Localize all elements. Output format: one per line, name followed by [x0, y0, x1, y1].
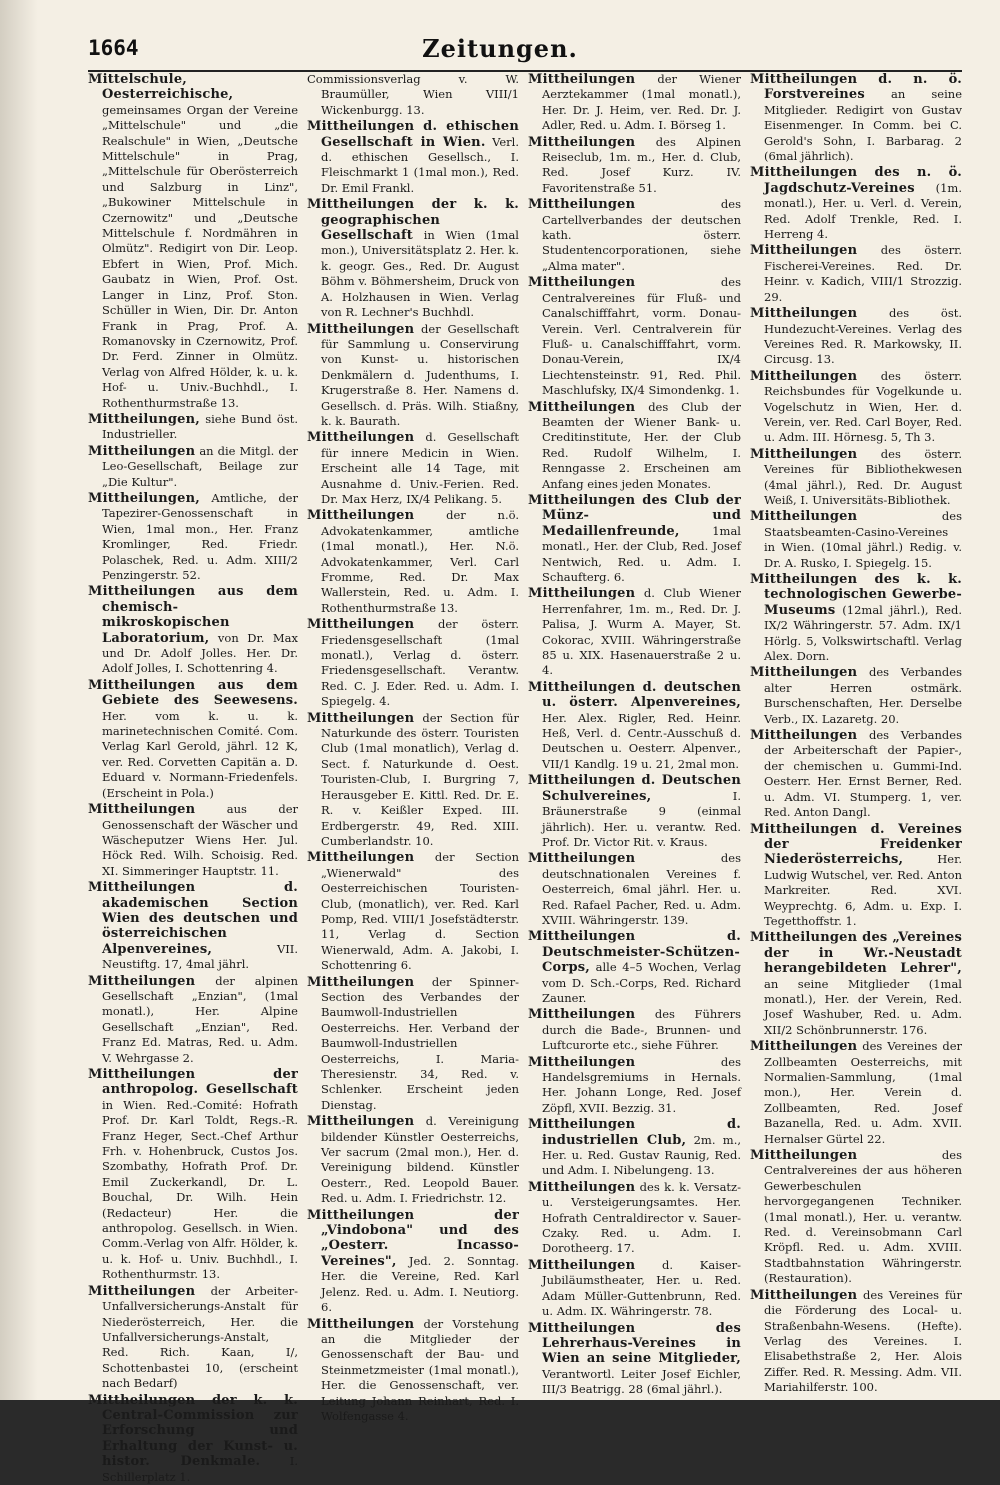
page-number: 1664	[88, 36, 139, 60]
entry-text: des Cartellverbandes der deutschen kath. österr. Studentencorporationen, siehe „Alma mater".	[542, 197, 741, 273]
entry-heading: Mittheilungen	[528, 1257, 636, 1273]
entry-heading: Mittheilungen d. deutschen u. österr. Alpenvereines,	[528, 679, 741, 711]
entry-heading: Mittheilungen d. Vereines der Freidenker Niederösterreichs,	[750, 821, 962, 868]
column-1	[88, 72, 299, 1484]
directory-entry	[528, 680, 741, 772]
directory-entry	[750, 165, 962, 242]
directory-entry	[88, 491, 298, 583]
directory-entry	[528, 1117, 741, 1179]
column-3	[528, 72, 742, 1397]
directory-entry	[307, 1208, 519, 1316]
entry-text: des Centralvereines der aus höheren Gewerbeschulen hervorgegangenen Techniker. (1mal monatl.), Her. u. verantw. Red. d. Vereinsobmann Carl Kröpfl. Red. u. Adm. XVIII. Stadtbahnstation Währingerstr. (Restauration).	[764, 1148, 962, 1286]
entry-heading: Mittheilungen d. Deutschen Schulvereines,	[528, 773, 741, 804]
entry-text: Her. vom k. u. k. marinetechnischen Comité. Com. Verlag Karl Gerold, jährl. 12 K, ver. Red. Corvetten Capitän a. D. Eduard v. Normann-Friedenfels. (Erscheint in Pola.)	[102, 708, 298, 800]
entry-text: an die Mitgl. der Leo-Gesellschaft, Beilage zur „Die Kultur".	[102, 443, 298, 489]
entry-text: des Handelsgremiums in Hernals. Her. Johann Longe, Red. Josef Zöpfl, XVII. Bezzig. 31.	[542, 1054, 741, 1115]
entry-heading: Mittheilungen	[307, 710, 415, 726]
entry-heading: Mittheilungen d. n. ö. Forstvereines	[750, 72, 962, 103]
directory-entry	[528, 1055, 741, 1117]
directory-entry	[750, 72, 962, 164]
entry-heading: Mittheilungen der „Vindobona" und des „Oesterr. Incasso-Vereines",	[307, 1207, 519, 1269]
entry-text: der alpinen Gesellschaft „Enzian", (1mal monatl.), Her. Alpine Gesellschaft „Enzian", Red. Franz Ed. Matras, Red. u. Adm. V. Wehrgasse 2.	[102, 973, 298, 1065]
directory-entry	[528, 586, 741, 678]
entry-heading: Mittheilungen	[750, 446, 858, 462]
entry-heading: Mittheilungen	[307, 617, 415, 633]
entry-text: Verantwortl. Leiter Josef Eichler, III/3 Beatrigg. 28 (6mal jährl.).	[542, 1366, 741, 1397]
entry-text: I. Bräunerstraße 9 (einmal jährlich). Her. u. verantw. Red. Prof. Dr. Victor Rit. v. Kraus.	[542, 788, 741, 849]
entry-heading: Mittheilungen	[528, 1054, 636, 1070]
directory-entry	[307, 975, 519, 1114]
directory-entry	[307, 119, 519, 196]
directory-entry	[88, 802, 298, 879]
entry-heading: Mittheilungen	[528, 197, 636, 213]
directory-entry	[88, 1393, 298, 1485]
entry-text: gemeinsames Organ der Vereine „Mittelschule" und „die Realschule" in Wien, „Deutsche Mittelschule" in Prag, „Mittelschule für Oberösterreich und Salzburg in Linz", „Bukowiner Mittelschule in Czernowitz" und „Deutsche Mittelschule f. Nordmähren in Olmütz". Redigirt von Dir. Leop. Ebfert in Wien, Prof. Mich. Gaubatz in Wien, Prof. Ost. Langer in Linz, Prof. Ston. Schüller in Wien, Dir. Dr. Anton Frank in Prag, Prof. A. Romanovsky in Czernowitz, Prof. Dr. Ferd. Zinner in Olmütz. Verlag von Alfred Hölder, k. u. k. Hof- u. Univ.-Buchhdl., I. Rothenthurmstraße 13.	[102, 102, 298, 410]
entry-text: des Centralvereines für Fluß- und Canalschifffahrt, vorm. Donau-Verein. Verl. Centralverein für Fluß- u. Canalschifffahrt, vorm. Donau-Verein, IX/4 Liechtensteinstr. 91, Red. Phil. Maschlufsky, IX/4 Simondenkg. 1.	[542, 275, 741, 398]
entry-text: (1m. monatl.), Her. u. Verl. d. Verein, Red. Adolf Trenkle, Red. I. Herreng 4.	[764, 180, 962, 242]
entry-text: Amtliche, der Tapezirer-Genossenschaft in Wien, 1mal mon., Her. Franz Kromlinger, Red. Friedr. Polaschek, Red. u. Adm. XIII/2 Penzingerstr. 52.	[102, 490, 298, 582]
directory-entry	[307, 1114, 519, 1206]
directory-entry	[750, 1039, 962, 1147]
directory-entry	[528, 929, 741, 1006]
directory-entry	[528, 135, 741, 197]
column-4	[750, 72, 963, 1395]
entry-heading: Mittelschule, Oesterreichische,	[88, 72, 234, 103]
entry-text: des Verbandes alter Herren ostmärk. Burschenschaften, Her. Derselbe Verb., IX. Lazaretg. 20.	[764, 665, 962, 726]
directory-entry	[307, 711, 519, 850]
entry-text: des k. k. Versatz- u. Versteigerungsamtes. Her. Hofrath Centraldirector v. Sauer-Czaky. Red. u. Adm. I. Dorotheerg. 17.	[542, 1179, 741, 1256]
directory-entry	[88, 678, 298, 801]
entry-heading: Mittheilungen	[528, 399, 636, 415]
directory-entry	[528, 400, 741, 492]
entry-heading: Mittheilungen des k. k. technologischen Gewerbe-Museums	[750, 572, 962, 618]
entry-text: des österr. Reichsbundes für Vogelkunde u. Vogelschutz in Wien, Her. d. Verein, ver. Red. Carl Boyer, Red. u. Adm. III. Hörnesg. 5, Th 3.	[764, 368, 962, 445]
entry-heading: Mittheilungen	[88, 443, 196, 459]
entry-heading: Mittheilungen	[307, 321, 415, 337]
entry-heading: Mittheilungen	[528, 134, 636, 150]
entry-text: Commissionsverlag v. W. Braumüller, Wien VIII/1 Wickenburgg. 13.	[307, 72, 519, 117]
entry-heading: Mittheilungen	[750, 243, 858, 259]
entry-text: an seine Mitglieder (1mal monatl.), Her. der Verein, Red. Josef Washuber, Red. u. Adm. XII/2 Schönbrunnerstr. 176.	[764, 976, 962, 1037]
directory-entry	[307, 508, 519, 616]
entry-text: alle 4–5 Wochen, Verlag vom D. Sch.-Corps, Red. Richard Zauner.	[542, 960, 742, 1005]
entry-text: aus der Genossenschaft der Wäscher und Wäscheputzer Wiens Her. Jul. Höck Red. Wilh. Schoisig. Red. XI. Simmeringer Hauptstr. 11.	[102, 802, 298, 878]
page-edge-shadow	[0, 0, 38, 1400]
entry-heading: Mittheilungen	[307, 974, 415, 990]
entry-heading: Mittheilungen	[307, 430, 415, 446]
directory-entry	[307, 850, 519, 973]
directory-entry	[88, 412, 298, 443]
entry-heading: Mittheilungen	[528, 851, 636, 867]
entry-heading: Mittheilungen	[750, 509, 858, 525]
entry-text: I. Schillerplatz 1.	[102, 1454, 298, 1484]
page-title: Zeitungen.	[422, 34, 578, 63]
entry-text: 2m. m., Her. u. Red. Gustav Raunig, Red. und Adm. I. Nibelungeng. 13.	[542, 1132, 742, 1178]
entry-text: d. Kaiser-Jubiläumstheater, Her. u. Red. Adam Müller-Guttenbrunn, Red. u. Adm. IX. Währingerstr. 78.	[542, 1257, 741, 1319]
entry-text: Jed. 2. Sonntag. Her. die Vereine, Red. Karl Jelenz. Red. u. Adm. I. Neutiorg. 6.	[321, 1253, 520, 1315]
entry-text: des Verbandes der Arbeiterschaft der Papier-, der chemischen u. Gummi-Ind. Oesterr. Her. Ernst Berner, Red. u. Adm. VI. Stumperg. 1, ver. Red. Anton Dangl.	[764, 728, 962, 820]
entry-text: der Wiener Aerztekammer (1mal monatl.), Her. Dr. J. Heim, ver. Red. Dr. J. Adler, Red. u. Adm. I. Börseg 1.	[542, 72, 741, 133]
directory-entry	[307, 322, 519, 430]
entry-heading: Mittheilungen	[528, 275, 636, 291]
directory-entry	[750, 1148, 962, 1287]
entry-heading: Mittheilungen	[307, 508, 415, 524]
entry-heading: Mittheilungen d. akademischen Section Wien des deutschen und österreichischen Alpenvereines,	[88, 880, 298, 957]
entry-heading: Mittheilungen	[307, 1114, 415, 1130]
entry-heading: Mittheilungen	[750, 665, 858, 681]
entry-heading: Mittheilungen d. ethischen Gesellschaft in Wien.	[307, 119, 519, 150]
directory-entry	[307, 1317, 519, 1425]
entry-text: der Arbeiter-Unfallversicherungs-Anstalt für Niederösterreich, Her. die Unfallversicherungs-Anstalt, Red. Rich. Kaan, I/, Schottenbastei 10, (erscheint nach Bedarf)	[102, 1283, 299, 1391]
entry-heading: Mittheilungen	[750, 1039, 858, 1055]
entry-text: VII. Neustiftg. 17, 4mal jährl.	[102, 941, 298, 972]
entry-heading: Mittheilungen	[750, 728, 858, 744]
directory-entry	[307, 197, 519, 320]
entry-text: des Staatsbeamten-Casino-Vereines in Wien. (10mal jährl.) Redig. v. Dr. A. Rusko, I. Spiegelg. 15.	[764, 509, 962, 570]
entry-heading: Mittheilungen	[528, 72, 636, 87]
directory-entry	[307, 430, 519, 507]
entry-text: des öst. Hundezucht-Vereines. Verlag des Vereines Red. R. Markowsky, II. Circusg. 13.	[764, 306, 962, 367]
entry-heading: Mittheilungen d. Deutschmeister-Schützen-Corps,	[528, 929, 741, 976]
entry-heading: Mittheilungen der k. k. Central-Commission zur Erforschung und Erhaltung der Kunst- u. histor. Denkmale.	[88, 1392, 298, 1470]
directory-entry	[88, 72, 298, 411]
directory-entry	[88, 974, 298, 1066]
column-2	[307, 72, 520, 1423]
entry-heading: Mittheilungen	[307, 850, 415, 866]
entry-heading: Mittheilungen des Lehrerhaus-Vereines in Wien an seine Mitglieder,	[528, 1320, 741, 1367]
entry-heading: Mittheilungen	[750, 1148, 858, 1164]
entry-text: der Vorstehung an die Mitglieder der Genossenschaft der Bau- und Steinmetzmeister (1mal monatl.), Her. die Genossenschaft, ver. Leitung Johann Reinhart, Red. I. Wolfengasse 4.	[321, 1316, 520, 1423]
directory-entry	[750, 822, 962, 930]
entry-heading: Mittheilungen der k. k. geographischen Gesellschaft	[307, 197, 519, 244]
entry-heading: Mittheilungen des „Vereines der in Wr.-Neustadt herangebildeten Lehrer",	[750, 930, 962, 977]
entry-heading: Mittheilungen	[528, 1007, 636, 1023]
directory-entry	[750, 1288, 962, 1396]
directory-entry	[528, 197, 741, 274]
entry-text: des Vereines für die Förderung des Local- u. Straßenbahn-Wesens. (Hefte). Verlag des Vereines. I. Elisabethstraße 2, Her. Alois Ziffer. Red. R. Messing. Adm. VII. Mariahilferstr. 100.	[764, 1287, 962, 1395]
entry-text: des Vereines der Zollbeamten Oesterreichs, mit Normalien-Sammlung, (1mal mon.), Her. Verein d. Zollbeamten, Red. Josef Bazanella, Red. u. Adm. XVII. Hernalser Gürtel 22.	[764, 1039, 962, 1146]
directory-entry	[307, 72, 519, 118]
entry-text: Her. Alex. Rigler, Red. Heinr. Heß, Verl. d. Centr.-Ausschuß d. Deutschen u. Oesterr. Alpenver., VII/1 Kandlg. 19 u. 21, 2mal mon.	[542, 710, 741, 771]
entry-text: Verl. d. ethischen Gesellsch., I. Fleischmarkt 1 (1mal mon.), Red. Dr. Emil Frankl.	[321, 134, 520, 195]
entry-heading: Mittheilungen	[88, 1283, 196, 1299]
directory-entry	[88, 584, 298, 676]
directory-entry	[750, 243, 962, 305]
entry-heading: Mittheilungen d. industriellen Club,	[528, 1117, 741, 1148]
entry-text: d. Gesellschaft für innere Medicin in Wien. Erscheint alle 14 Tage, mit Ausnahme d. Univ.-Ferien. Red. Dr. Max Herz, IX/4 Pelikang. 5.	[321, 430, 519, 506]
entry-text: des Alpinen Reiseclub, 1m. m., Her. d. Club, Red. Josef Kurz. IV. Favoritenstraße 51.	[542, 134, 741, 195]
directory-entry	[528, 275, 741, 398]
entry-text: d. Vereinigung bildender Künstler Oesterreichs, Ver sacrum (2mal mon.), Her. d. Vereinigung bildend. Künstler Oesterr., Red. Leopold Bauer. Red. u. Adm. I. Friedrichstr. 12.	[321, 1114, 519, 1206]
entry-heading: Mittheilungen des Club der Münz- und Medaillenfreunde,	[528, 492, 741, 539]
directory-entry	[750, 306, 962, 368]
entry-heading: Mittheilungen	[750, 368, 858, 384]
entry-heading: Mittheilungen	[88, 802, 196, 818]
entry-text: in Wien. Red.-Comité: Hofrath Prof. Dr. Karl Toldt, Regs.-R. Franz Heger, Sect.-Chef Arthur Frh. v. Hohenbruck, Custos Jos. Szombathy, Hofrath Prof. Dr. Emil Zuckerkandl, Dr. L. Bouchal, Dr. Wilh. Hein (Redacteur) Her. die anthropolog. Gesellsch. in Wien. Comm.-Verlag von Alfr. Hölder, k. u. k. Hof- u. Univ. Buchhdl., I. Rothenthurmstr. 13.	[102, 1097, 298, 1282]
entry-text: von Dr. Max und Dr. Adolf Jolles. Her. Dr. Adolf Jolles, I. Schottenring 4.	[102, 630, 298, 676]
entry-heading: Mittheilungen	[88, 973, 196, 989]
directory-entry	[88, 880, 298, 972]
entry-text: des Club der Beamten der Wiener Bank- u. Creditinstitute, Her. der Club Red. Rudolf Wilhelm, I. Renngasse 2. Erscheinen am Anfang eines jeden Monates.	[542, 399, 741, 491]
entry-text: der Section „Wienerwald" des Oesterreichischen Touristen-Club, (monatlich), ver. Red. Karl Pomp, Red. VIII/1 Josefstädterstr. 11, Verlag d. Section Wienerwald, Adm. A. Jakobi, I. Schottenring 6.	[321, 850, 519, 973]
entry-text: des deutschnationalen Vereines f. Oesterreich, 6mal jährl. Her. u. Red. Rafael Pacher, Red. u. Adm. XVIII. Währingerstr. 139.	[542, 851, 741, 927]
entry-heading: Mittheilungen	[750, 306, 858, 322]
directory-entry	[528, 493, 741, 585]
directory-entry	[528, 1007, 741, 1053]
entry-text: siehe Bund öst. Industrieller.	[102, 411, 299, 442]
entry-heading: Mittheilungen	[528, 1179, 636, 1195]
entry-heading: Mittheilungen der anthropolog. Gesellschaft	[88, 1067, 298, 1098]
entry-heading: Mittheilungen aus dem chemisch-mikroskopischen Laboratorium,	[88, 584, 298, 646]
directory-entry	[750, 369, 962, 446]
entry-text: des österr. Vereines für Bibliothekwesen (4mal jährl.), Red. Dr. August Weiß, I. Universitäts-Bibliothek.	[764, 446, 962, 507]
directory-entry	[750, 447, 962, 509]
directory-entry	[528, 851, 741, 928]
directory-entry	[528, 72, 741, 134]
directory-entry	[528, 1258, 741, 1320]
directory-entry	[528, 1321, 741, 1398]
directory-entry	[750, 572, 962, 664]
entry-heading: Mittheilungen des n. ö. Jagdschutz-Vereines	[750, 165, 962, 196]
directory-entry	[528, 773, 741, 850]
entry-text: d. Club Wiener Herrenfahrer, 1m. m., Red. Dr. J. Palisa, J. Wurm A. Mayer, St. Cokorac, XVIII. Währingerstraße 85 u. XIX. Hasenauerstraße 2 u. 4.	[542, 586, 742, 678]
directory-entry	[750, 509, 962, 571]
directory-entry	[750, 930, 962, 1038]
entry-heading: Mittheilungen	[307, 1316, 415, 1332]
directory-entry	[528, 1180, 741, 1257]
entry-heading: Mittheilungen,	[88, 411, 200, 427]
entry-text: (12mal jährl.), Red. IX/2 Währingerstr. 57. Adm. IX/1 Hörlg. 5, Volkswirtschaftl. Verlag Alex. Dorn.	[764, 602, 963, 664]
directory-entry	[750, 728, 962, 820]
directory-entry	[88, 1284, 298, 1392]
entry-text: der Spinner-Section des Verbandes der Baumwoll-Industriellen Oesterreichs. Her. Verband der Baumwoll-Industriellen Oesterreichs, I. Maria-Theresienstr. 34, Red. v. Schlenker. Erscheint jeden Dienstag.	[321, 974, 519, 1112]
entry-text: der Gesellschaft für Sammlung u. Conservirung von Kunst- u. historischen Denkmälern d. Judenthums, I. Krugerstraße 8. Her. Namens d. Gesellsch. d. Präs. Wilh. Stiaßny, k. k. Baurath.	[321, 321, 519, 428]
entry-text: der Section für Naturkunde des österr. Touristen Club (1mal monatlich), Verlag d. Sect. f. Naturkunde d. Oest. Touristen-Club, I. Burgring 7, Herausgeber E. Kittl. Red. Dr. E. R. v. Keißler Exped. III. Erdbergerstr. 49, Red. XIII. Cumberlandstr. 10.	[321, 710, 520, 848]
entry-text: des Führers durch die Bade-, Brunnen- und Luftcurorte etc., siehe Führer.	[542, 1007, 742, 1053]
directory-entry	[307, 617, 519, 709]
directory-entry	[88, 444, 298, 490]
directory-entry	[88, 1067, 298, 1283]
entry-text: in Wien (1mal mon.), Universitätsplatz 2. Her. k. k. geogr. Ges., Red. Dr. August Böhm v. Böhmersheim, Druck von A. Holzhausen in Wien. Verlag von R. Lechner's Buchhdl.	[321, 228, 519, 320]
entry-text: der österr. Friedensgesellschaft (1mal monatl.), Verlag d. österr. Friedensgesellschaft. Verantw. Red. C. J. Eder. Red. u. Adm. I. Spiegelg. 4.	[321, 617, 519, 709]
entry-heading: Mittheilungen	[528, 586, 636, 602]
entry-text: 1mal monatl., Her. der Club, Red. Josef Nentwich, Red. u. Adm. I. Schaufterg. 6.	[542, 523, 741, 584]
entry-text: des österr. Fischerei-Vereines. Red. Dr. Heinr. v. Kadich, VIII/1 Strozzig. 29.	[764, 243, 962, 304]
entry-text: an seine Mitglieder. Redigirt von Gustav Eisenmenger. In Comm. bei C. Gerold's Sohn, I. Barbarag. 2 (6mal jährlich).	[764, 87, 962, 164]
directory-entry	[750, 665, 962, 727]
page-header	[0, 34, 1000, 74]
entry-heading: Mittheilungen	[750, 1287, 858, 1303]
entry-heading: Mittheilungen aus dem Gebiete des Seewesens.	[88, 677, 298, 709]
entry-text: Her. Ludwig Wutschel, ver. Red. Anton Markreiter. Red. XVI. Weyprechtg. 6, Adm. u. Exp. I. Tegetthoffstr. 1.	[764, 852, 962, 928]
entry-text: der n.ö. Advokatenkammer, amtliche (1mal monatl.), Her. N.ö. Advokatenkammer, Verl. Carl Fromme, Red. Dr. Max Wallerstein, Red. u. Adm. I. Rothenthurmstraße 13.	[321, 508, 519, 615]
entry-heading: Mittheilungen,	[88, 490, 200, 506]
